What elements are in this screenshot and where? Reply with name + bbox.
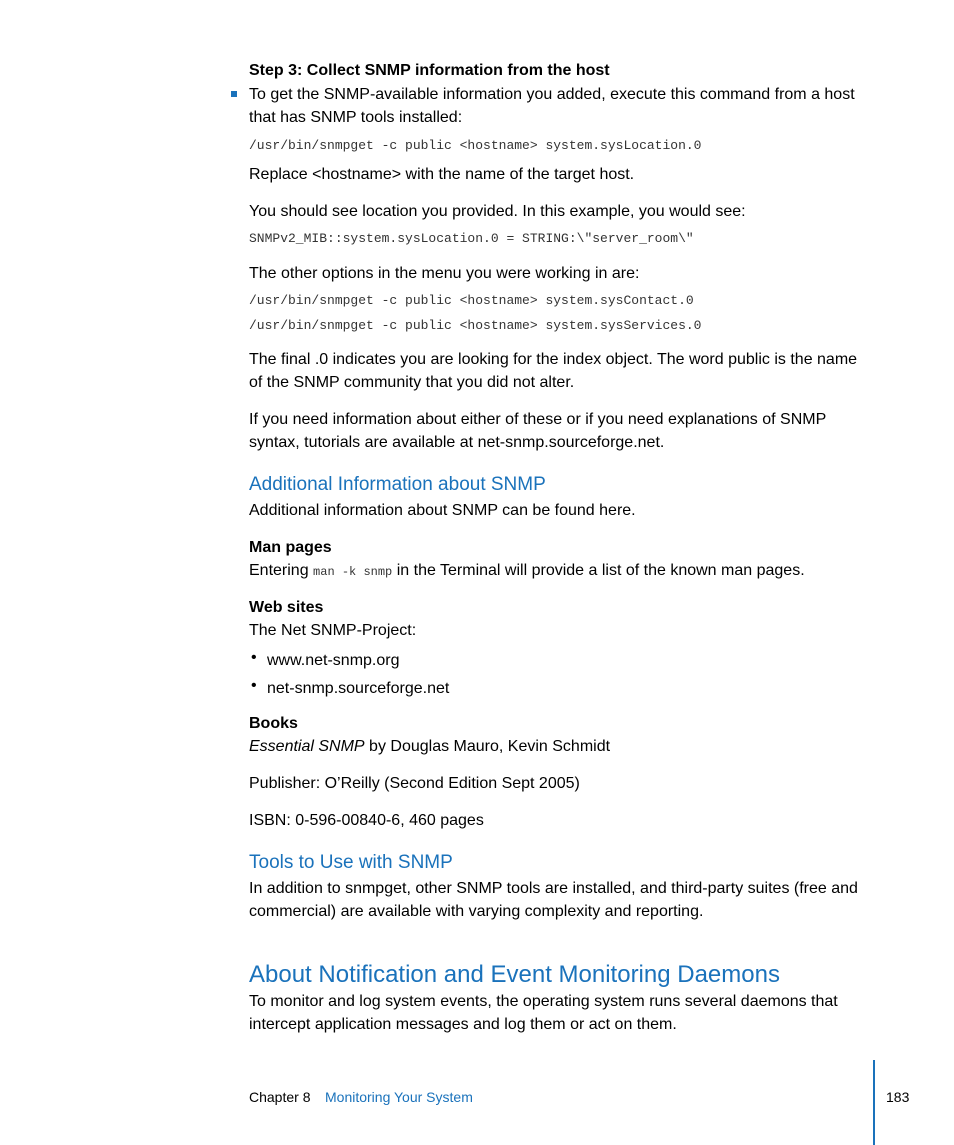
- other-options-text: The other options in the menu you were working in are:: [249, 265, 640, 282]
- final-index-text: The final .0 indicates you are looking for the index object. The word public is the name of the SNMP community that you did not alter.: [249, 351, 858, 391]
- square-bullet-icon: [231, 91, 237, 97]
- man-pages-text: [249, 559, 805, 584]
- web-link-2[interactable]: net-snmp.sourceforge.net: [267, 680, 450, 697]
- tools-heading: Tools to Use with SNMP: [249, 852, 453, 873]
- web-link-1[interactable]: www.net-snmp.org: [267, 652, 400, 669]
- step3-heading: Step 3: Collect SNMP information from the host: [249, 62, 610, 79]
- footer-divider: [873, 1060, 875, 1145]
- book-publisher: Publisher: O’Reilly (Second Edition Sept 2005): [249, 775, 580, 792]
- bullet-dot-icon: •: [251, 677, 257, 694]
- code-sysServices: /usr/bin/snmpget -c public <hostname> system.sysServices.0: [249, 318, 702, 333]
- tools-text: In addition to snmpget, other SNMP tools are installed, and third-party suites (free and commercial) are available with varying complexity and reporting.: [249, 880, 858, 920]
- book-isbn: ISBN: 0-596-00840-6, 460 pages: [249, 812, 484, 829]
- web-sites-heading: Web sites: [249, 599, 324, 616]
- book-entry: [249, 735, 610, 758]
- books-heading: Books: [249, 715, 298, 732]
- code-sysContact: /usr/bin/snmpget -c public <hostname> system.sysContact.0: [249, 293, 694, 308]
- book-title: Essential SNMP: [249, 738, 365, 755]
- footer-chapter: Chapter 8: [249, 1089, 311, 1105]
- additional-info-intro: Additional information about SNMP can be found here.: [249, 502, 636, 519]
- info-tutorials-text: If you need information about either of these or if you need explanations of SNMP syntax, tutorials are available at net-snmp.sourceforge.net.: [249, 411, 826, 451]
- man-pages-heading: Man pages: [249, 539, 332, 556]
- man-before-text: Entering: [249, 562, 309, 579]
- replace-hostname-text: Replace <hostname> with the name of the target host.: [249, 166, 635, 183]
- page-number: 183: [886, 1089, 910, 1105]
- man-command-code: man -k snmp: [313, 565, 393, 579]
- code-sysLocation: /usr/bin/snmpget -c public <hostname> system.sysLocation.0: [249, 138, 702, 153]
- about-daemons-heading: About Notification and Event Monitoring Daemons: [249, 961, 780, 988]
- additional-info-heading: Additional Information about SNMP: [249, 474, 546, 495]
- footer-chapter-title: Monitoring Your System: [325, 1089, 473, 1105]
- web-sites-intro: The Net SNMP-Project:: [249, 622, 417, 639]
- code-output: SNMPv2_MIB::system.sysLocation.0 = STRING:\"server_room\": [249, 231, 694, 246]
- book-authors: by Douglas Mauro, Kevin Schmidt: [364, 738, 611, 755]
- man-after-text: in the Terminal will provide a list of the known man pages.: [396, 562, 805, 579]
- step3-bullet-text: To get the SNMP-available information you added, execute this command from a host that has SNMP tools installed:: [249, 86, 855, 126]
- expect-text: You should see location you provided. In this example, you would see:: [249, 203, 746, 220]
- bullet-dot-icon: •: [251, 649, 257, 666]
- about-daemons-text: To monitor and log system events, the operating system runs several daemons that intercept application messages and log them or act on them.: [249, 993, 838, 1033]
